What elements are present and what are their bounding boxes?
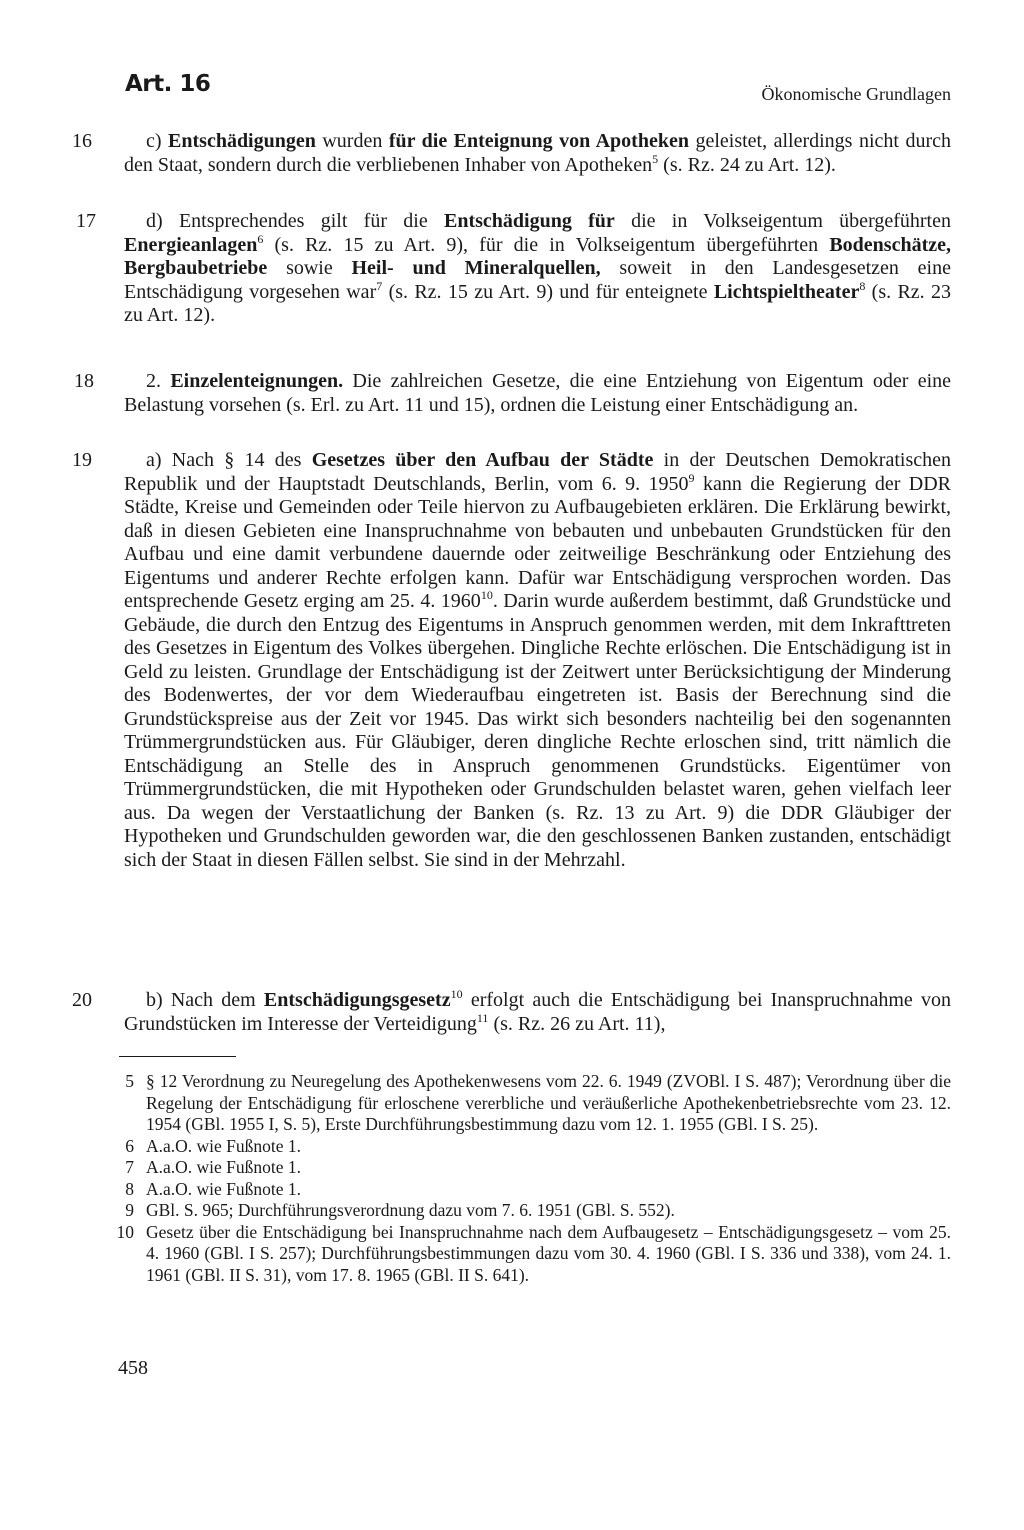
text-run: geleistet, allerdings nicht durch den Staat, sondern durch die verbliebenen Inhaber von Apotheken: [124, 130, 951, 176]
footnote: [110, 1157, 951, 1179]
footnote-number: 6: [125, 1135, 134, 1156]
text-run: c): [146, 130, 169, 152]
footnote-ref: 5: [652, 151, 659, 166]
footnote-number: 8: [125, 1178, 134, 1199]
text-run: b) Nach dem: [146, 989, 264, 1011]
text-run: erfolgt auch die Entschädigung bei Inanspruchnahme von Grundstücken im Interesse der Verteidigung: [124, 989, 951, 1035]
bold-term: Entschädigungen: [168, 130, 316, 152]
bold-term: Entschädigungsgesetz: [263, 989, 451, 1011]
article-heading: Art. 16: [125, 71, 211, 97]
footnotes: [110, 1071, 951, 1286]
footnote-number: 5: [125, 1071, 134, 1091]
bold-term: Heil- und Mineralquellen,: [351, 257, 601, 279]
bold-term: Einzelenteignungen.: [170, 370, 344, 392]
margin-number-18: 18: [74, 370, 94, 392]
footnote-text: A.a.O. wie Fußnote 1.: [146, 1135, 302, 1156]
paragraph-19: [124, 449, 951, 872]
footnote-number: 9: [125, 1200, 134, 1220]
footnote: [110, 1222, 951, 1287]
text-run: in der Deutschen Demokratischen Republik und der Hauptstadt Deutschlands, Berlin, vom 6. 9. 1950: [124, 449, 951, 495]
footnote-separator: [119, 1056, 236, 1057]
text-run: (s. Rz. 15 zu Art. 9) und für enteignete: [382, 280, 714, 303]
text-run: (s. Rz. 23 zu Art. 12).: [124, 280, 951, 326]
text-run: soweit in den Landesgesetzen eine Entschädigung vorgesehen war: [124, 257, 951, 303]
footnote-ref: 10: [450, 987, 463, 1001]
footnote-ref: 8: [859, 278, 866, 293]
text-run: wurden: [315, 130, 389, 152]
footnote-number: 7: [125, 1157, 134, 1177]
paragraph-20: [124, 989, 951, 1036]
bold-term: Gesetzes über den Aufbau der Städte: [311, 449, 654, 471]
footnote-text: § 12 Verordnung zu Neuregelung des Apothekenwesens vom 22. 6. 1949 (ZVOBl. I S. 487); Verordnung über die Regelung der Entschädigung für erloschene vererbliche und veräußerliche Apothekenbetriebsrechte vom 23. 12. 1954 (GBl. 1955 I, S. 5), Erste Durchführungsbestimmung dazu vom 12. 1. 1955 (GBl. I S. 25).: [146, 1071, 951, 1134]
footnote-number: 10: [116, 1221, 134, 1242]
paragraph-16: [124, 130, 951, 177]
text-run: kann die Regierung der DDR Städte, Kreise und Gemeinden oder Teile hiervon zu Aufbaugebieten erklären. Die Erklärung bewirkt, daß in diesen Gebieten eine Inanspruchnahme von bebauten und unbebauten Grundstücken für den Aufbau und eine damit verbundene dauernde oder zeitweilige Beschränkung oder Entziehung des Eigentums und anderer Rechte erfolgen kann. Dafür war Entschädigung versprochen worden. Das entsprechende Gesetz erging am 25. 4. 1960: [124, 472, 951, 612]
footnote-ref: 11: [476, 1010, 489, 1025]
text-run: Die zahlreichen Gesetze, die eine Entziehung von Eigentum oder eine Belastung vorsehen (s. Erl. zu Art. 11 und 15), ordnen die Leistung einer Entschädigung an.: [124, 370, 951, 416]
paragraph-17: [124, 210, 951, 328]
bold-term: für die Enteignung von Apotheken: [388, 130, 689, 152]
bold-term: Lichtspieltheater: [713, 280, 860, 303]
running-head: Ökonomische Grundlagen: [761, 84, 951, 104]
margin-number-17: 17: [76, 210, 96, 232]
footnote-text: A.a.O. wie Fußnote 1.: [146, 1178, 302, 1199]
text-run: a) Nach § 14 des: [146, 449, 312, 471]
footnote: [110, 1136, 951, 1158]
text-run: die in Volkseigentum übergeführten: [614, 210, 951, 232]
text-run: (s. Rz. 24 zu Art. 12).: [658, 153, 836, 176]
bold-term: Entschädigung für: [444, 210, 615, 232]
footnote-ref: 6: [257, 231, 264, 246]
text-run: (s. Rz. 26 zu Art. 11),: [488, 1012, 666, 1035]
bold-term: Energieanlagen: [124, 233, 258, 256]
text-run: d) Entsprechendes gilt für die: [146, 210, 445, 232]
footnote: [110, 1179, 951, 1201]
footnote-ref: 7: [376, 278, 383, 293]
bold-term: Bodenschätze, Bergbaubetriebe: [124, 233, 951, 279]
footnote: [110, 1071, 951, 1136]
text-run: 2.: [146, 370, 171, 392]
text-run: . Darin wurde außerdem bestimmt, daß Grundstücke und Gebäude, die durch den Entzug des Eigentums in Anspruch genommen werden, mit dem Inkrafttreten des Gesetzes in Eigentum des Volkes übergehen. Dingliche Rechte erlöschen. Die Entschädigung ist in Geld zu leisten. Grundlage der Entschädigung ist der Zeitwert unter Berücksichtigung der Minderung des Bodenwertes, der vor dem Wiederaufbau eingetreten ist. Basis der Berechnung sind die Grundstückspreise aus der Zeit vor 1945. Das wirkt sich besonders nachteilig bei den sogenannten Trümmergrundstücken aus. Für Gläubiger, deren dingliche Rechte erloschen sind, tritt nämlich die Entschädigung an Stelle des in Anspruch genommenen Grundstücks. Eigentümer von Trümmergrundstücken, die mit Hypotheken oder Grundschulden belastet waren, gehen vielfach leer aus. Da wegen der Verstaatlichung der Banken (s. Rz. 13 zu Art. 9) die DDR Gläubiger der Hypotheken und Grundschulden geworden war, die den geschlossenen Banken zustanden, entschädigt sich der Staat in diesen Fällen selbst. Sie sind in der Mehrzahl.: [124, 590, 952, 871]
footnote-text: Gesetz über die Entschädigung bei Inanspruchnahme nach dem Aufbaugesetz – Entschädigungsgesetz – vom 25. 4. 1960 (GBl. I S. 257); Durchführungsbestimmungen dazu vom 30. 4. 1960 (GBl. I S. 336 und 338), vom 24. 1. 1961 (GBl. II S. 31), vom 17. 8. 1965 (GBl. II S. 641).: [146, 1221, 951, 1285]
text-run: (s. Rz. 15 zu Art. 9), für die in Volkseigentum übergeführten: [263, 233, 830, 256]
footnote-ref: 10: [480, 588, 493, 602]
margin-number-19: 19: [72, 449, 92, 471]
margin-number-20: 20: [72, 989, 92, 1011]
footnote-text: GBl. S. 965; Durchführungsverordnung dazu vom 7. 6. 1951 (GBl. S. 552).: [146, 1200, 675, 1220]
footnote-text: A.a.O. wie Fußnote 1.: [146, 1157, 302, 1177]
footnote-ref: 9: [688, 470, 695, 485]
margin-number-16: 16: [72, 130, 92, 152]
text-run: sowie: [267, 257, 352, 279]
footnote: [110, 1200, 951, 1222]
page-number: 458: [118, 1357, 148, 1379]
paragraph-18: [124, 370, 951, 417]
